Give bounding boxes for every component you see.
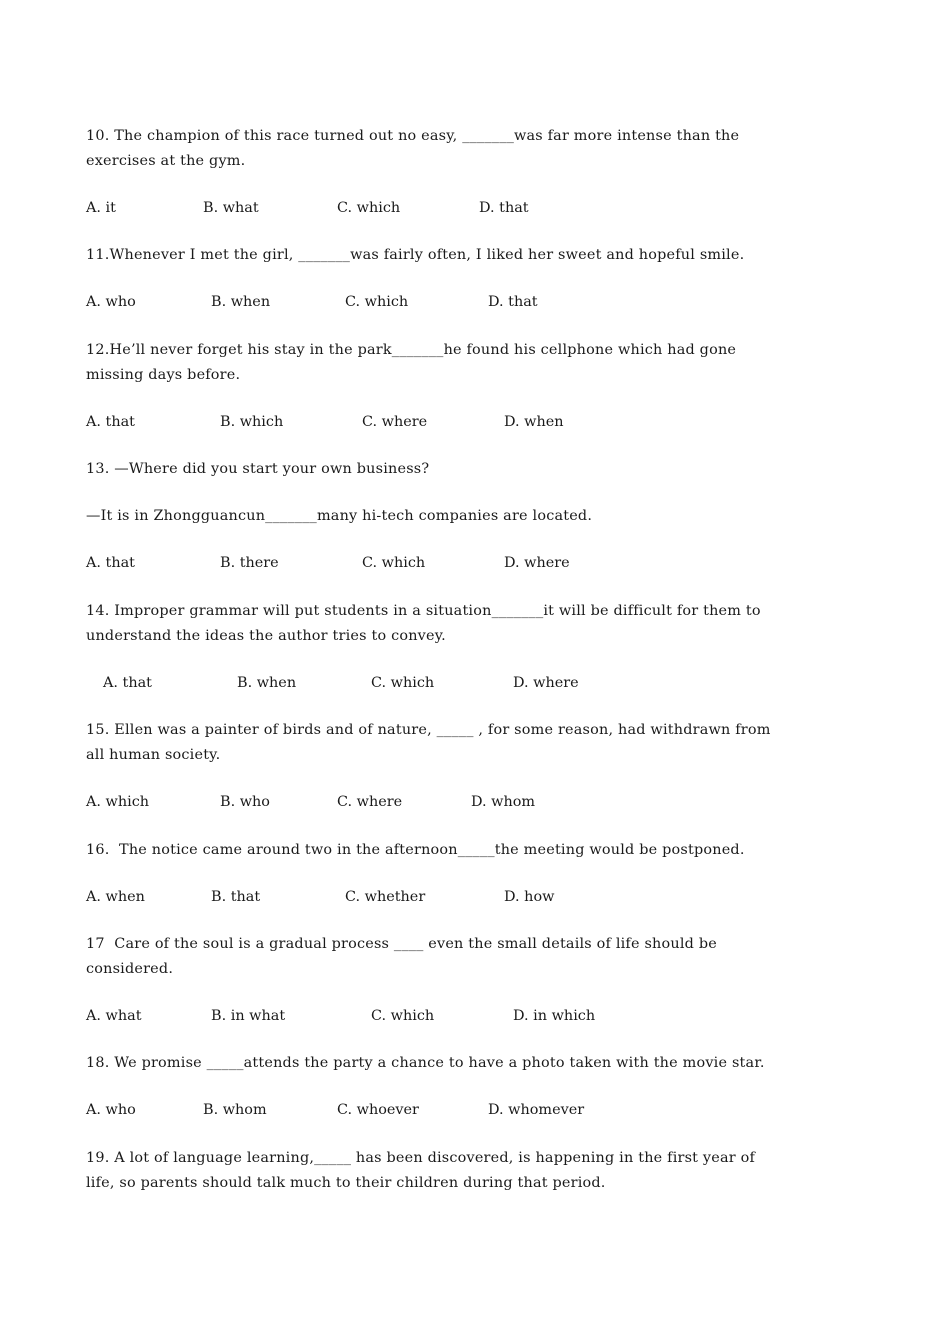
question-16-option-a: A. when (86, 889, 145, 905)
question-12-option-c: C. where (362, 414, 428, 430)
question-17-line-1: 17 Care of the soul is a gradual process ____ even the small details of life should be (86, 936, 717, 952)
question-17-option-d: D. in which (513, 1008, 596, 1024)
question-11-option-d: D. that (488, 294, 538, 310)
question-17-line-2: considered. (86, 961, 174, 977)
question-15-option-d: D. whom (471, 794, 536, 810)
question-10-option-d: D. that (479, 200, 529, 216)
question-15-option-c: C. where (337, 794, 403, 810)
question-16-option-b: B. that (211, 889, 261, 905)
question-14-line-1: 14. Improper grammar will put students in a situation_______it will be difficult for them to (86, 603, 761, 619)
question-10-option-a: A. it (86, 200, 116, 216)
question-18-option-c: C. whoever (337, 1102, 419, 1118)
question-15-option-b: B. who (220, 794, 270, 810)
question-17-option-a: A. what (86, 1008, 142, 1024)
question-15-line-1: 15. Ellen was a painter of birds and of nature, _____ , for some reason, had withdrawn from (86, 722, 771, 738)
question-17-option-c: C. which (371, 1008, 435, 1024)
question-18-line-1: 18. We promise _____attends the party a chance to have a photo taken with the movie star. (86, 1055, 765, 1071)
question-13-option-a: A. that (86, 555, 135, 571)
question-11-option-b: B. when (211, 294, 271, 310)
question-16-line-1: 16. The notice came around two in the afternoon_____the meeting would be postponed. (86, 842, 745, 858)
question-17-option-b: B. in what (211, 1008, 286, 1024)
question-12-option-a: A. that (86, 414, 135, 430)
question-18-option-b: B. whom (203, 1102, 267, 1118)
question-13-option-d: D. where (504, 555, 570, 571)
question-14-line-2: understand the ideas the author tries to convey. (86, 628, 446, 644)
question-11-option-a: A. who (86, 294, 136, 310)
question-13-option-c: C. which (362, 555, 426, 571)
question-13-line-1: 13. —Where did you start your own business? (86, 461, 430, 477)
question-10-line-1: 10. The champion of this race turned out no easy, _______was far more intense than the (86, 128, 740, 144)
question-16-option-d: D. how (504, 889, 555, 905)
question-12-option-b: B. which (220, 414, 284, 430)
question-10-option-c: C. which (337, 200, 401, 216)
question-10-option-b: B. what (203, 200, 259, 216)
question-18-option-a: A. who (86, 1102, 136, 1118)
question-14-option-c: C. which (371, 675, 435, 691)
question-19-line-1: 19. A lot of language learning,_____ has been discovered, is happening in the first year of (86, 1150, 755, 1166)
question-12-line-2: missing days before. (86, 367, 241, 383)
question-15-line-2: all human society. (86, 747, 221, 763)
question-14-option-b: B. when (237, 675, 297, 691)
question-13-answer-line: —It is in Zhongguancun_______many hi-tech companies are located. (86, 508, 593, 524)
question-15-option-a: A. which (86, 794, 150, 810)
question-10-line-2: exercises at the gym. (86, 153, 246, 169)
question-14-option-d: D. where (513, 675, 579, 691)
question-12-line-1: 12.He’ll never forget his stay in the park_______he found his cellphone which had gone (86, 342, 737, 358)
question-13-option-b: B. there (220, 555, 279, 571)
question-16-option-c: C. whether (345, 889, 426, 905)
question-14-option-a: A. that (103, 675, 152, 691)
question-11-line-1: 11.Whenever I met the girl, _______was fairly often, I liked her sweet and hopeful smile. (86, 247, 745, 263)
question-18-option-d: D. whomever (488, 1102, 585, 1118)
question-11-option-c: C. which (345, 294, 409, 310)
question-12-option-d: D. when (504, 414, 564, 430)
question-19-line-2: life, so parents should talk much to their children during that period. (86, 1175, 606, 1191)
